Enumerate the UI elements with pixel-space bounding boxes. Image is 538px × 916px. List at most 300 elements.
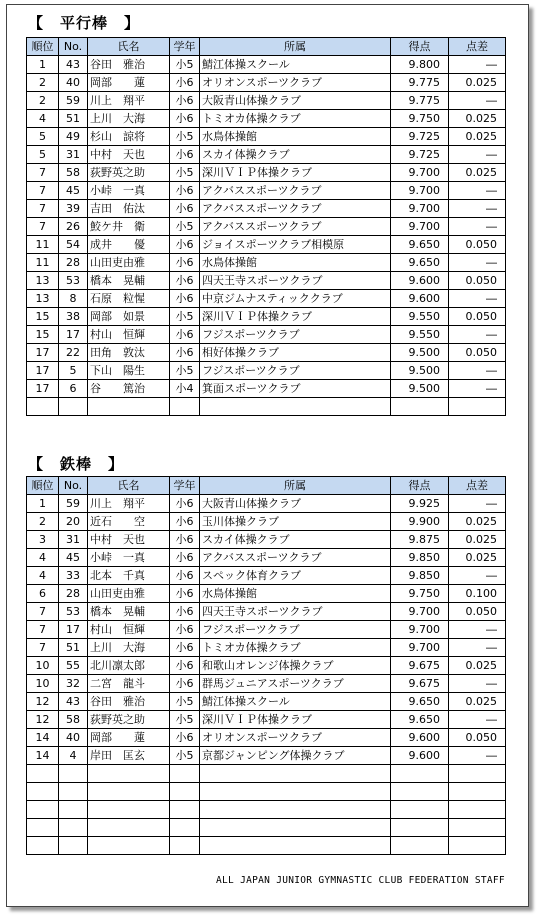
empty-cell xyxy=(88,398,170,416)
grade-cell: 小6 xyxy=(170,549,200,567)
empty-cell xyxy=(88,783,170,801)
grade-cell: 小6 xyxy=(170,675,200,693)
number-cell: 22 xyxy=(59,344,88,362)
club-cell: 箕面スポーツクラブ xyxy=(200,380,391,398)
diff-cell: ― xyxy=(449,182,506,200)
grade-cell: 小6 xyxy=(170,290,200,308)
table-row xyxy=(27,380,506,398)
empty-cell xyxy=(170,398,200,416)
empty-cell xyxy=(391,801,449,819)
rank-cell: 4 xyxy=(27,110,59,128)
club-cell: 深川ＶＩＰ体操クラブ xyxy=(200,711,391,729)
number-cell: 28 xyxy=(59,585,88,603)
rank-cell: 2 xyxy=(27,74,59,92)
empty-cell xyxy=(391,819,449,837)
results-table-parallel-bars xyxy=(26,37,506,416)
club-cell: 水鳥体操館 xyxy=(200,128,391,146)
diff-cell: 0.050 xyxy=(449,344,506,362)
rank-cell: 17 xyxy=(27,362,59,380)
name-cell: 村山 恒輝 xyxy=(88,326,170,344)
score-cell: 9.750 xyxy=(391,110,449,128)
number-cell: 59 xyxy=(59,495,88,513)
empty-cell xyxy=(88,801,170,819)
number-cell: 53 xyxy=(59,603,88,621)
rank-cell: 1 xyxy=(27,56,59,74)
table-header-row xyxy=(27,38,506,56)
club-cell: 和歌山オレンジ体操クラブ xyxy=(200,657,391,675)
grade-cell: 小6 xyxy=(170,621,200,639)
club-cell: 京都ジャンピング体操クラブ xyxy=(200,747,391,765)
diff-cell: ― xyxy=(449,380,506,398)
table-row xyxy=(27,56,506,74)
column-header: 順位 xyxy=(27,477,59,495)
score-cell: 9.700 xyxy=(391,200,449,218)
diff-cell: 0.025 xyxy=(449,657,506,675)
name-cell: 岡部 如景 xyxy=(88,308,170,326)
score-cell: 9.725 xyxy=(391,146,449,164)
rank-cell: 7 xyxy=(27,639,59,657)
score-cell: 9.600 xyxy=(391,747,449,765)
number-cell: 58 xyxy=(59,164,88,182)
club-cell: 水鳥体操館 xyxy=(200,585,391,603)
table-row xyxy=(27,657,506,675)
name-cell: 石原 粒惺 xyxy=(88,290,170,308)
rank-cell: 3 xyxy=(27,531,59,549)
club-cell: 水鳥体操館 xyxy=(200,254,391,272)
empty-row xyxy=(27,765,506,783)
club-cell: トミオカ体操クラブ xyxy=(200,639,391,657)
column-header: No. xyxy=(59,38,88,56)
diff-cell: ― xyxy=(449,92,506,110)
table-row xyxy=(27,711,506,729)
club-cell: アクバススポーツクラブ xyxy=(200,200,391,218)
table-row xyxy=(27,92,506,110)
column-header: 所属 xyxy=(200,38,391,56)
diff-cell: ― xyxy=(449,290,506,308)
score-cell: 9.850 xyxy=(391,567,449,585)
table-row xyxy=(27,236,506,254)
number-cell: 6 xyxy=(59,380,88,398)
table-row xyxy=(27,200,506,218)
diff-cell: 0.025 xyxy=(449,693,506,711)
score-cell: 9.550 xyxy=(391,326,449,344)
table-row xyxy=(27,128,506,146)
rank-cell: 10 xyxy=(27,675,59,693)
table-row xyxy=(27,344,506,362)
empty-cell xyxy=(170,837,200,855)
diff-cell: ― xyxy=(449,639,506,657)
rank-cell: 6 xyxy=(27,585,59,603)
column-header: 点差 xyxy=(449,477,506,495)
number-cell: 59 xyxy=(59,92,88,110)
club-cell: アクバススポーツクラブ xyxy=(200,218,391,236)
score-cell: 9.500 xyxy=(391,344,449,362)
empty-cell xyxy=(27,765,59,783)
table-header-row xyxy=(27,477,506,495)
table-row xyxy=(27,326,506,344)
empty-cell xyxy=(391,398,449,416)
number-cell: 51 xyxy=(59,639,88,657)
grade-cell: 小6 xyxy=(170,531,200,549)
score-cell: 9.675 xyxy=(391,657,449,675)
name-cell: 杉山 諒将 xyxy=(88,128,170,146)
club-cell: ジョイスポーツクラブ相模原 xyxy=(200,236,391,254)
grade-cell: 小6 xyxy=(170,182,200,200)
diff-cell: 0.025 xyxy=(449,110,506,128)
rank-cell: 14 xyxy=(27,729,59,747)
score-cell: 9.500 xyxy=(391,380,449,398)
column-header: 所属 xyxy=(200,477,391,495)
column-header: 学年 xyxy=(170,38,200,56)
empty-cell xyxy=(391,765,449,783)
name-cell: 荻野英之助 xyxy=(88,711,170,729)
grade-cell: 小5 xyxy=(170,362,200,380)
grade-cell: 小6 xyxy=(170,236,200,254)
name-cell: 川上 翔平 xyxy=(88,92,170,110)
club-cell: オリオンスポーツクラブ xyxy=(200,729,391,747)
table-row xyxy=(27,218,506,236)
grade-cell: 小6 xyxy=(170,254,200,272)
club-cell: 中京ジムナスティッククラブ xyxy=(200,290,391,308)
empty-cell xyxy=(59,819,88,837)
diff-cell: 0.050 xyxy=(449,308,506,326)
name-cell: 谷田 雅治 xyxy=(88,693,170,711)
column-header: 学年 xyxy=(170,477,200,495)
grade-cell: 小6 xyxy=(170,92,200,110)
rank-cell: 1 xyxy=(27,495,59,513)
empty-cell xyxy=(170,783,200,801)
grade-cell: 小5 xyxy=(170,56,200,74)
number-cell: 17 xyxy=(59,621,88,639)
rank-cell: 13 xyxy=(27,272,59,290)
grade-cell: 小5 xyxy=(170,308,200,326)
column-header: 点差 xyxy=(449,38,506,56)
number-cell: 43 xyxy=(59,693,88,711)
empty-cell xyxy=(449,765,506,783)
grade-cell: 小6 xyxy=(170,567,200,585)
grade-cell: 小6 xyxy=(170,326,200,344)
rank-cell: 14 xyxy=(27,747,59,765)
table-row xyxy=(27,362,506,380)
name-cell: 二宮 龍斗 xyxy=(88,675,170,693)
number-cell: 49 xyxy=(59,128,88,146)
diff-cell: 0.050 xyxy=(449,729,506,747)
score-cell: 9.725 xyxy=(391,128,449,146)
empty-cell xyxy=(59,398,88,416)
club-cell: 相好体操クラブ xyxy=(200,344,391,362)
name-cell: 成井 優 xyxy=(88,236,170,254)
rank-cell: 17 xyxy=(27,380,59,398)
club-cell: 深川ＶＩＰ体操クラブ xyxy=(200,308,391,326)
score-cell: 9.650 xyxy=(391,693,449,711)
number-cell: 20 xyxy=(59,513,88,531)
diff-cell: ― xyxy=(449,200,506,218)
grade-cell: 小6 xyxy=(170,513,200,531)
diff-cell: 0.050 xyxy=(449,236,506,254)
table-row xyxy=(27,729,506,747)
score-cell: 9.700 xyxy=(391,603,449,621)
score-cell: 9.700 xyxy=(391,164,449,182)
empty-cell xyxy=(391,783,449,801)
diff-cell: 0.100 xyxy=(449,585,506,603)
club-cell: 鯖江体操スクール xyxy=(200,693,391,711)
column-header: 氏名 xyxy=(88,477,170,495)
diff-cell: ― xyxy=(449,254,506,272)
number-cell: 31 xyxy=(59,146,88,164)
empty-cell xyxy=(200,765,391,783)
rank-cell: 7 xyxy=(27,200,59,218)
name-cell: 北本 千真 xyxy=(88,567,170,585)
rank-cell: 7 xyxy=(27,182,59,200)
score-cell: 9.700 xyxy=(391,182,449,200)
table-row xyxy=(27,747,506,765)
diff-cell: ― xyxy=(449,675,506,693)
rank-cell: 15 xyxy=(27,308,59,326)
score-cell: 9.650 xyxy=(391,236,449,254)
column-header: 順位 xyxy=(27,38,59,56)
diff-cell: 0.025 xyxy=(449,128,506,146)
diff-cell: ― xyxy=(449,326,506,344)
number-cell: 4 xyxy=(59,747,88,765)
number-cell: 5 xyxy=(59,362,88,380)
score-cell: 9.650 xyxy=(391,711,449,729)
club-cell: トミオカ体操クラブ xyxy=(200,110,391,128)
name-cell: 近石 空 xyxy=(88,513,170,531)
table-row xyxy=(27,74,506,92)
name-cell: 谷田 雅治 xyxy=(88,56,170,74)
club-cell: フジスポーツクラブ xyxy=(200,362,391,380)
empty-cell xyxy=(27,783,59,801)
grade-cell: 小6 xyxy=(170,344,200,362)
club-cell: オリオンスポーツクラブ xyxy=(200,74,391,92)
diff-cell: 0.050 xyxy=(449,272,506,290)
name-cell: 山田吏由雅 xyxy=(88,585,170,603)
club-cell: スカイ体操クラブ xyxy=(200,531,391,549)
club-cell: アクバススポーツクラブ xyxy=(200,549,391,567)
diff-cell: ― xyxy=(449,362,506,380)
table-row xyxy=(27,675,506,693)
rank-cell: 13 xyxy=(27,290,59,308)
rank-cell: 7 xyxy=(27,621,59,639)
number-cell: 38 xyxy=(59,308,88,326)
score-cell: 9.800 xyxy=(391,56,449,74)
name-cell: 橋本 晃輔 xyxy=(88,272,170,290)
name-cell: 村山 恒輝 xyxy=(88,621,170,639)
empty-cell xyxy=(449,801,506,819)
diff-cell: ― xyxy=(449,218,506,236)
table-row xyxy=(27,531,506,549)
table-row xyxy=(27,603,506,621)
number-cell: 45 xyxy=(59,549,88,567)
rank-cell: 4 xyxy=(27,567,59,585)
number-cell: 8 xyxy=(59,290,88,308)
column-header: No. xyxy=(59,477,88,495)
name-cell: 上川 大海 xyxy=(88,110,170,128)
empty-row xyxy=(27,783,506,801)
rank-cell: 11 xyxy=(27,254,59,272)
score-cell: 9.600 xyxy=(391,729,449,747)
table-row xyxy=(27,146,506,164)
club-cell: 大阪青山体操クラブ xyxy=(200,495,391,513)
grade-cell: 小4 xyxy=(170,380,200,398)
empty-cell xyxy=(59,765,88,783)
table-row xyxy=(27,164,506,182)
grade-cell: 小6 xyxy=(170,110,200,128)
diff-cell: 0.025 xyxy=(449,531,506,549)
table-row xyxy=(27,110,506,128)
number-cell: 40 xyxy=(59,74,88,92)
rank-cell: 17 xyxy=(27,344,59,362)
grade-cell: 小5 xyxy=(170,693,200,711)
grade-cell: 小6 xyxy=(170,495,200,513)
club-cell: フジスポーツクラブ xyxy=(200,326,391,344)
grade-cell: 小6 xyxy=(170,585,200,603)
club-cell: フジスポーツクラブ xyxy=(200,621,391,639)
footer-credit: ALL JAPAN JUNIOR GYMNASTIC CLUB FEDERATION STAFF xyxy=(216,875,505,886)
score-cell: 9.775 xyxy=(391,92,449,110)
empty-cell xyxy=(170,801,200,819)
diff-cell: ― xyxy=(449,495,506,513)
grade-cell: 小5 xyxy=(170,128,200,146)
empty-row xyxy=(27,819,506,837)
club-cell: 群馬ジュニアスポーツクラブ xyxy=(200,675,391,693)
score-cell: 9.875 xyxy=(391,531,449,549)
score-cell: 9.500 xyxy=(391,362,449,380)
grade-cell: 小6 xyxy=(170,657,200,675)
empty-cell xyxy=(449,819,506,837)
empty-cell xyxy=(391,837,449,855)
diff-cell: ― xyxy=(449,711,506,729)
diff-cell: ― xyxy=(449,146,506,164)
column-header: 得点 xyxy=(391,38,449,56)
number-cell: 58 xyxy=(59,711,88,729)
number-cell: 40 xyxy=(59,729,88,747)
section-title-parallel-bars: 【 平行棒 】 xyxy=(28,14,141,32)
score-cell: 9.775 xyxy=(391,74,449,92)
rank-cell: 15 xyxy=(27,326,59,344)
name-cell: 中村 天也 xyxy=(88,531,170,549)
empty-cell xyxy=(449,837,506,855)
empty-cell xyxy=(200,801,391,819)
number-cell: 28 xyxy=(59,254,88,272)
score-cell: 9.700 xyxy=(391,639,449,657)
rank-cell: 11 xyxy=(27,236,59,254)
column-header: 得点 xyxy=(391,477,449,495)
name-cell: 荻野英之助 xyxy=(88,164,170,182)
table-row xyxy=(27,495,506,513)
score-cell: 9.650 xyxy=(391,254,449,272)
name-cell: 岡部 蓮 xyxy=(88,74,170,92)
name-cell: 谷 篤治 xyxy=(88,380,170,398)
table-row xyxy=(27,290,506,308)
column-header: 氏名 xyxy=(88,38,170,56)
empty-cell xyxy=(170,819,200,837)
club-cell: アクバススポーツクラブ xyxy=(200,182,391,200)
score-cell: 9.600 xyxy=(391,290,449,308)
name-cell: 鮫ケ井 衛 xyxy=(88,218,170,236)
number-cell: 17 xyxy=(59,326,88,344)
rank-cell: 7 xyxy=(27,164,59,182)
club-cell: 玉川体操クラブ xyxy=(200,513,391,531)
empty-row xyxy=(27,837,506,855)
table-row xyxy=(27,182,506,200)
name-cell: 岡部 蓮 xyxy=(88,729,170,747)
empty-cell xyxy=(59,837,88,855)
number-cell: 54 xyxy=(59,236,88,254)
empty-cell xyxy=(200,398,391,416)
name-cell: 中村 天也 xyxy=(88,146,170,164)
empty-row xyxy=(27,398,506,416)
number-cell: 26 xyxy=(59,218,88,236)
name-cell: 山田吏由雅 xyxy=(88,254,170,272)
grade-cell: 小6 xyxy=(170,603,200,621)
grade-cell: 小5 xyxy=(170,711,200,729)
name-cell: 北川凛太郎 xyxy=(88,657,170,675)
rank-cell: 12 xyxy=(27,693,59,711)
empty-cell xyxy=(27,801,59,819)
rank-cell: 2 xyxy=(27,513,59,531)
club-cell: スカイ体操クラブ xyxy=(200,146,391,164)
diff-cell: ― xyxy=(449,56,506,74)
rank-cell: 2 xyxy=(27,92,59,110)
diff-cell: ― xyxy=(449,567,506,585)
table-row xyxy=(27,254,506,272)
grade-cell: 小5 xyxy=(170,218,200,236)
rank-cell: 10 xyxy=(27,657,59,675)
rank-cell: 5 xyxy=(27,146,59,164)
name-cell: 岸田 匡玄 xyxy=(88,747,170,765)
score-cell: 9.750 xyxy=(391,585,449,603)
name-cell: 小峠 一真 xyxy=(88,182,170,200)
grade-cell: 小6 xyxy=(170,729,200,747)
empty-cell xyxy=(27,837,59,855)
number-cell: 53 xyxy=(59,272,88,290)
grade-cell: 小5 xyxy=(170,747,200,765)
rank-cell: 12 xyxy=(27,711,59,729)
name-cell: 橋本 晃輔 xyxy=(88,603,170,621)
rank-cell: 5 xyxy=(27,128,59,146)
section-title-horizontal-bar: 【 鉄棒 】 xyxy=(28,455,125,473)
grade-cell: 小6 xyxy=(170,146,200,164)
number-cell: 32 xyxy=(59,675,88,693)
name-cell: 吉田 佑汰 xyxy=(88,200,170,218)
table-row xyxy=(27,513,506,531)
score-cell: 9.700 xyxy=(391,218,449,236)
club-cell: 四天王寺スポーツクラブ xyxy=(200,603,391,621)
number-cell: 39 xyxy=(59,200,88,218)
rank-cell: 4 xyxy=(27,549,59,567)
name-cell: 田角 敦汰 xyxy=(88,344,170,362)
club-cell: スペック体育クラブ xyxy=(200,567,391,585)
diff-cell: 0.025 xyxy=(449,74,506,92)
empty-cell xyxy=(449,783,506,801)
empty-cell xyxy=(59,783,88,801)
number-cell: 33 xyxy=(59,567,88,585)
empty-cell xyxy=(170,765,200,783)
empty-cell xyxy=(59,801,88,819)
score-cell: 9.925 xyxy=(391,495,449,513)
club-cell: 大阪青山体操クラブ xyxy=(200,92,391,110)
grade-cell: 小5 xyxy=(170,164,200,182)
table-row xyxy=(27,639,506,657)
name-cell: 下山 陽生 xyxy=(88,362,170,380)
diff-cell: ― xyxy=(449,621,506,639)
empty-cell xyxy=(27,398,59,416)
name-cell: 小峠 一真 xyxy=(88,549,170,567)
empty-cell xyxy=(200,783,391,801)
club-cell: 鯖江体操スクール xyxy=(200,56,391,74)
number-cell: 45 xyxy=(59,182,88,200)
